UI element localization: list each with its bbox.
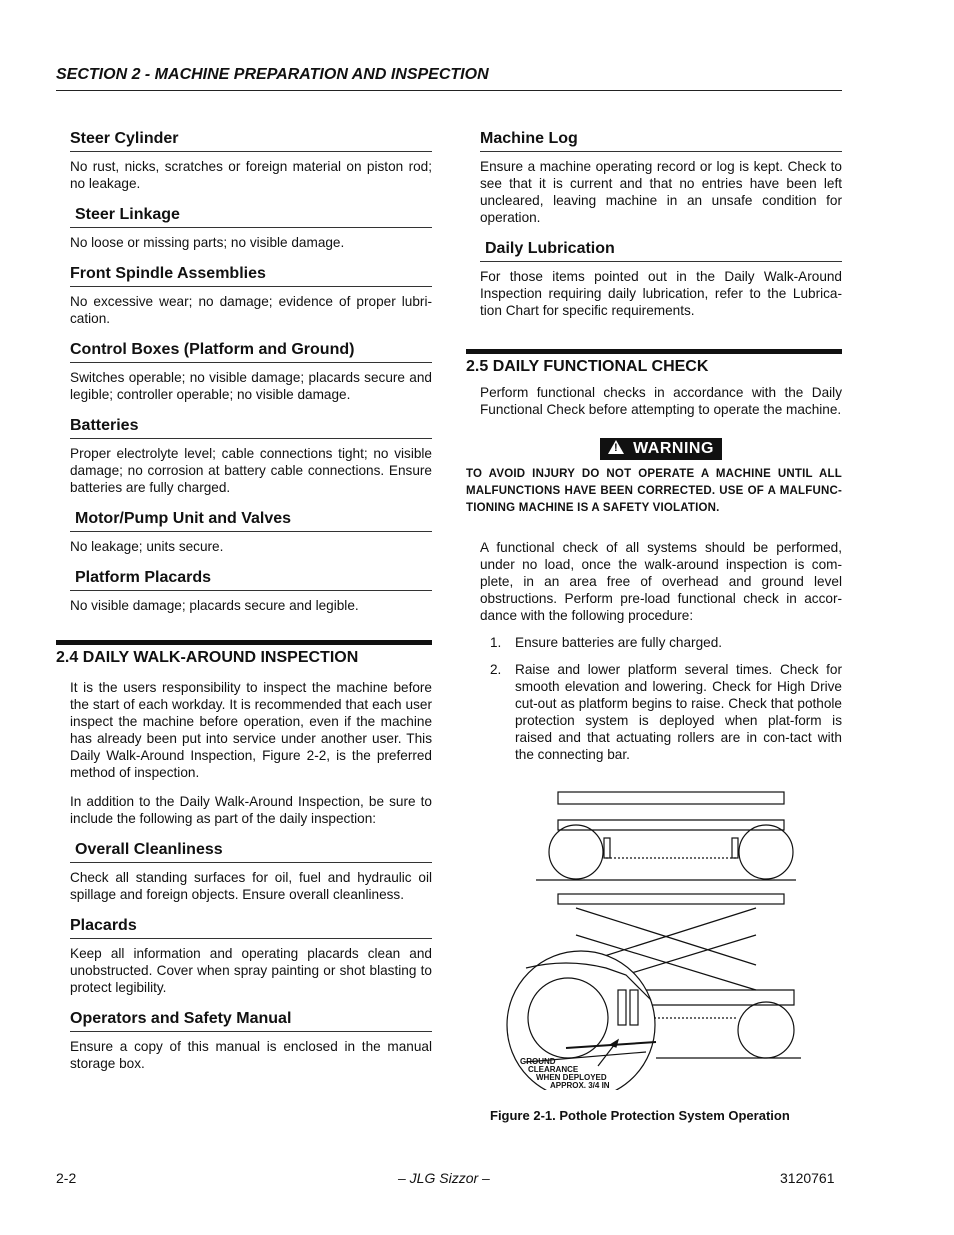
steer-cylinder-text: No rust, nicks, scratches or foreign material on piston rod; no leakage.: [70, 159, 432, 191]
operators-manual-text: Ensure a copy of this manual is enclosed in the manual storage box.: [70, 1039, 432, 1071]
control-boxes-heading: Control Boxes (Platform and Ground): [70, 341, 432, 363]
motor-pump-heading: Motor/Pump Unit and Valves: [70, 510, 432, 532]
placards-heading: Placards: [70, 917, 432, 939]
warning-symbol: !: [614, 442, 619, 454]
daily-lubrication-text: For those items pointed out in the Daily Walk-Around Inspection requiring daily lubrication, refer to the Lubrica-tion Chart for specific requirements.: [480, 269, 842, 318]
section-2-5-heading: 2.5 DAILY FUNCTIONAL CHECK: [466, 349, 842, 376]
placards-text: Keep all information and operating placards clean and unobstructed. Cover when spray painting or shot blasting to protect legibility.: [70, 946, 432, 995]
batteries-text: Proper electrolyte level; cable connections tight; no visible damage; no corrosion at battery cable connections. Ensure batteries are fully charged.: [70, 446, 432, 495]
overall-cleanliness-block: [70, 841, 432, 903]
procedure-list: [480, 634, 842, 763]
page-number: 2-2: [56, 1170, 77, 1186]
daily-lubrication-heading: Daily Lubrication: [480, 240, 842, 262]
figure-label-approx: APPROX. 3/4 IN: [550, 1081, 610, 1090]
section-2-4-paragraph-2: In addition to the Daily Walk-Around Inspection, be sure to include the following as part of the daily inspection:: [70, 794, 432, 826]
front-spindle-text: No excessive wear; no damage; evidence of proper lubri-cation.: [70, 294, 432, 326]
functional-check-paragraph: A functional check of all systems should be performed, under no load, once the walk-around inspection is com-plete, in an area free of overhead and ground level obstructions. Perform pre-load functional check in accor-dance with the following procedure:: [480, 540, 842, 623]
steer-cylinder-block: [70, 130, 432, 192]
platform-placards-heading: Platform Placards: [70, 569, 432, 591]
batteries-block: [70, 417, 432, 496]
list-item: 1. Ensure batteries are fully charged.: [490, 635, 723, 650]
platform-placards-block: [70, 569, 432, 614]
warning-triangle-icon: [608, 440, 624, 454]
figure-label-clearance: CLEARANCE: [528, 1065, 579, 1074]
operators-manual-block: [70, 1010, 432, 1072]
left-column: [56, 130, 432, 1072]
warning-box: [480, 438, 842, 460]
section-2-4-paragraph-1: It is the users responsibility to inspect the machine before the start of each workday. It is recommended that each user inspect the machine before operation, even if the machine has already been put into service under another user. This Daily Walk-Around Inspection, Figure 2-2, is the preferred method of inspection.: [70, 680, 432, 780]
warning-label: [600, 438, 722, 460]
figure-caption: Figure 2-1. Pothole Protection System Operation: [490, 1108, 790, 1123]
front-spindle-block: [70, 265, 432, 327]
figure-label-ground: GROUND: [520, 1057, 556, 1066]
right-column: [466, 130, 842, 773]
motor-pump-block: [70, 510, 432, 555]
overall-cleanliness-text: Check all standing surfaces for oil, fuel and hydraulic oil spillage and foreign objects. Ensure overall cleanliness.: [70, 870, 432, 902]
document-number: 3120761: [780, 1170, 835, 1186]
section-2-4: [56, 640, 432, 667]
platform-placards-text: No visible damage; placards secure and legible.: [70, 598, 359, 613]
daily-lubrication-block: [480, 240, 842, 319]
control-boxes-text: Switches operable; no visible damage; placards secure and legible; controller operable; no visible damage.: [70, 370, 432, 402]
list-item: 2. Raise and lower platform several times. Check for smooth elevation and lowering. Check for High Drive cut-out as platform begins to raise. Check that pothole protection system is deployed when plat-form is raised and that actuating rollers are in con-tact with the connecting bar.: [490, 662, 842, 762]
warning-text: TO AVOID INJURY DO NOT OPERATE A MACHINE UNTIL ALL MALFUNCTIONS HAVE BEEN CORRECTED. USE OF A MALFUNC-TIONING MACHINE IS A SAFETY VIOLATION.: [466, 468, 842, 514]
steer-linkage-heading: Steer Linkage: [70, 206, 432, 228]
control-boxes-block: [70, 341, 432, 403]
operators-manual-heading: Operators and Safety Manual: [70, 1010, 432, 1032]
machine-log-text: Ensure a machine operating record or log is kept. Check to see that it is current and that no entries have been left uncleared, leaving machine in an unsafe condition for operation.: [480, 159, 842, 225]
machine-log-block: [480, 130, 842, 226]
front-spindle-heading: Front Spindle Assemblies: [70, 265, 432, 287]
section-header: SECTION 2 - MACHINE PREPARATION AND INSPECTION: [56, 66, 842, 91]
batteries-heading: Batteries: [70, 417, 432, 439]
motor-pump-text: No leakage; units secure.: [70, 539, 224, 554]
overall-cleanliness-heading: Overall Cleanliness: [70, 841, 432, 863]
section-2-4-heading: 2.4 DAILY WALK-AROUND INSPECTION: [56, 640, 432, 667]
machine-log-heading: Machine Log: [480, 130, 842, 152]
section-2-5: [466, 349, 842, 376]
section-2-5-paragraph-1: Perform functional checks in accordance with the Daily Functional Check before attempting to operate the machine.: [480, 385, 842, 417]
warning-label-text: WARNING: [633, 440, 714, 457]
footer-title: – JLG Sizzor –: [398, 1170, 490, 1186]
steer-linkage-block: [70, 206, 432, 251]
pothole-protection-illustration: [506, 790, 806, 1090]
figure-label-deployed: WHEN DEPLOYED: [536, 1073, 607, 1082]
placards-block: [70, 917, 432, 996]
steer-cylinder-heading: Steer Cylinder: [70, 130, 432, 152]
pothole-protection-figure: [506, 790, 806, 1090]
steer-linkage-text: No loose or missing parts; no visible damage.: [70, 235, 345, 250]
